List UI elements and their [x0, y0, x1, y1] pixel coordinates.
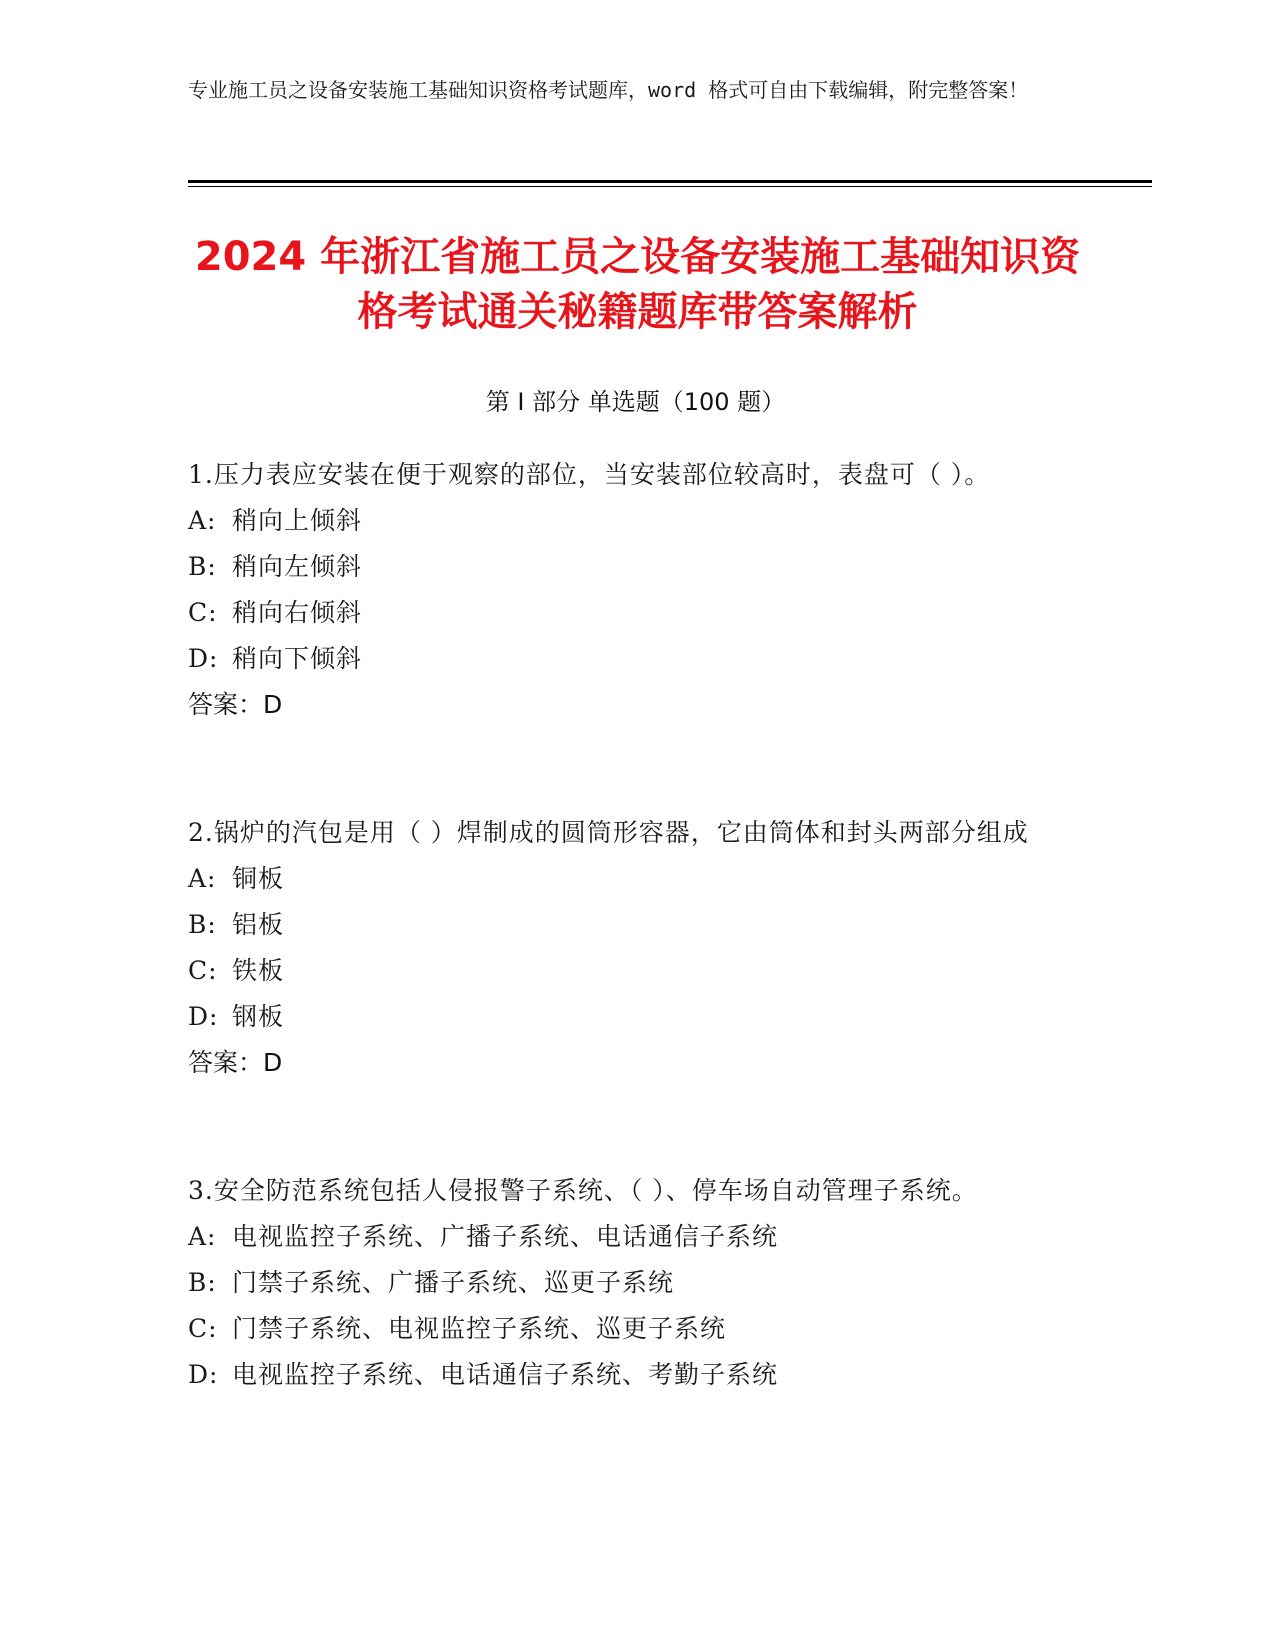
answer-line: 答案：D — [188, 1048, 283, 1077]
option-a — [188, 498, 1083, 544]
section-title: 第 I 部分 单选题（100 题） — [485, 388, 786, 416]
option-a — [188, 856, 1083, 902]
question-2 — [188, 810, 1083, 1086]
header-rule-thin — [188, 186, 1152, 187]
question-stem: 3.安全防范系统包括人侵报警子系统、（ ）、停车场自动管理子系统。 — [188, 1176, 978, 1205]
question-1 — [188, 452, 1083, 728]
question-stem: 2.锅炉的汽包是用（ ）焊制成的圆筒形容器，它由筒体和封头两部分组成 — [188, 818, 1029, 847]
option-c — [188, 590, 1083, 636]
option-key: A: — [188, 864, 217, 893]
option-b — [188, 544, 1083, 590]
option-key: D: — [188, 644, 219, 673]
option-d — [188, 994, 1083, 1040]
answer-line: 答案：D — [188, 690, 283, 719]
option-text: 电视监控子系统、电话通信子系统、考勤子系统 — [232, 1360, 779, 1389]
option-key: C: — [188, 956, 218, 985]
header-rule-thick — [188, 180, 1152, 183]
document-title: 2024 年浙江省施工员之设备安装施工基础知识资格考试通关秘籍题库带答案解析 — [194, 234, 1081, 335]
option-text: 稍向右倾斜 — [232, 598, 363, 627]
option-key: C: — [188, 598, 218, 627]
option-text: 门禁子系统、广播子系统、巡更子系统 — [232, 1268, 675, 1297]
option-key: A: — [188, 1222, 217, 1251]
option-key: B: — [188, 1268, 217, 1297]
option-key: B: — [188, 910, 217, 939]
option-c — [188, 948, 1083, 994]
option-text: 门禁子系统、电视监控子系统、巡更子系统 — [232, 1314, 727, 1343]
option-d — [188, 636, 1083, 682]
option-key: D: — [188, 1002, 219, 1031]
option-key: A: — [188, 506, 217, 535]
option-text: 稍向上倾斜 — [232, 506, 363, 535]
option-b — [188, 902, 1083, 948]
header-note: 专业施工员之设备安装施工基础知识资格考试题库，word 格式可自由下载编辑，附完整答案！ — [188, 78, 1029, 102]
option-text: 铝板 — [232, 910, 285, 939]
option-text: 电视监控子系统、广播子系统、电话通信子系统 — [232, 1222, 779, 1251]
question-stem: 1.压力表应安装在便于观察的部位，当安装部位较高时，表盘可（ ）。 — [188, 460, 991, 489]
option-key: B: — [188, 552, 217, 581]
option-text: 稍向左倾斜 — [232, 552, 363, 581]
option-c — [188, 1306, 1083, 1352]
option-d — [188, 1352, 1083, 1398]
question-3 — [188, 1168, 1083, 1398]
option-a — [188, 1214, 1083, 1260]
option-text: 稍向下倾斜 — [232, 644, 363, 673]
option-b — [188, 1260, 1083, 1306]
option-key: D: — [188, 1360, 219, 1389]
option-text: 铜板 — [232, 864, 285, 893]
option-text: 钢板 — [232, 1002, 285, 1031]
option-key: C: — [188, 1314, 218, 1343]
option-text: 铁板 — [232, 956, 285, 985]
